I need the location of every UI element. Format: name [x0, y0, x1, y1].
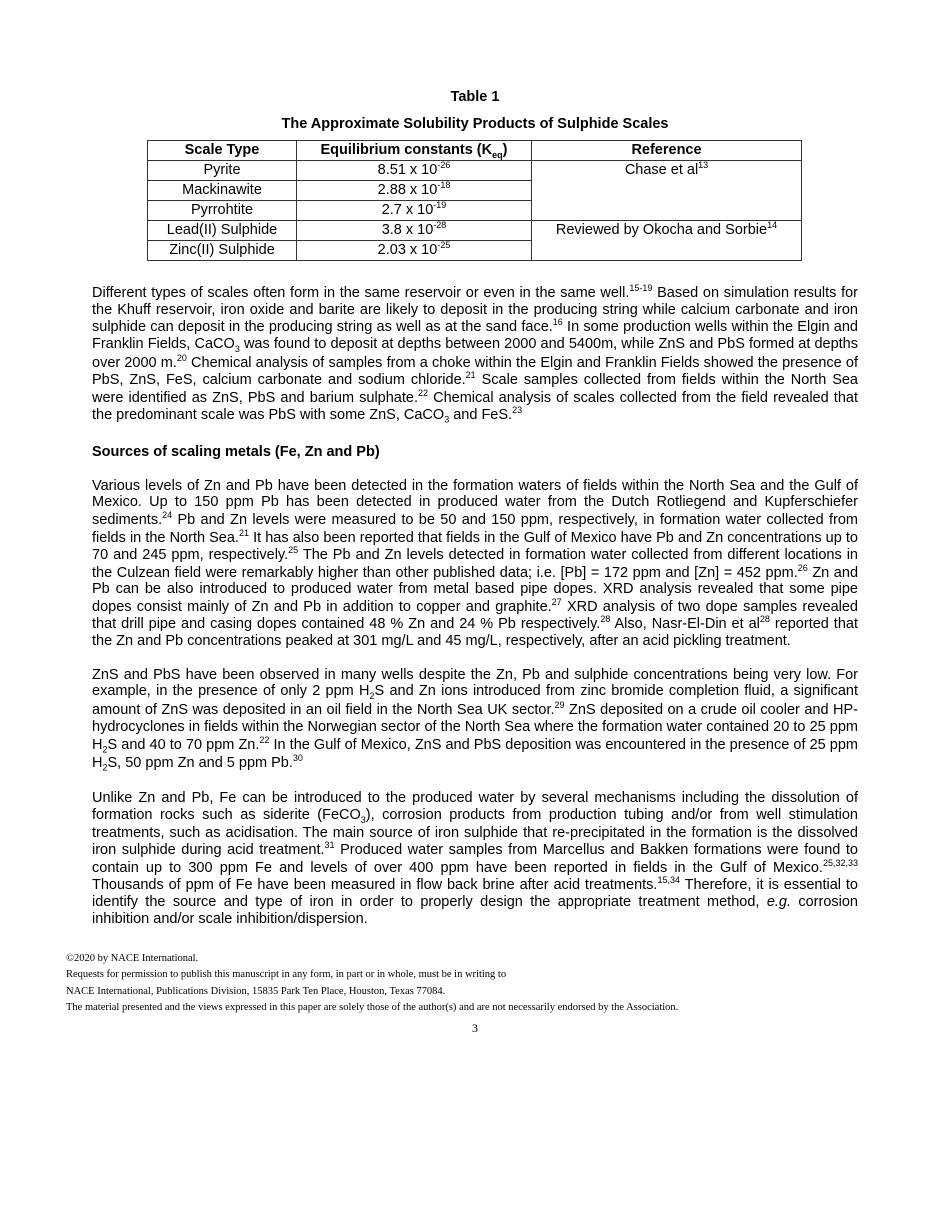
reference-citation: 14: [767, 220, 778, 231]
keq-base: 2.03 x 10: [377, 242, 438, 258]
cell-scale: Mackinawite: [148, 181, 297, 201]
cell-keq: [297, 161, 532, 181]
table-row: [148, 161, 802, 181]
copyright-footer: [66, 951, 950, 1016]
cell-keq: [297, 201, 532, 221]
header-scale-type: Scale Type: [148, 141, 297, 161]
header-keq-sub: eq: [492, 149, 503, 160]
table-title: The Approximate Solubility Products of Sulphide Scales: [281, 116, 669, 132]
text-run: The Pb and Zn levels detected in formation water collected from different locations in the Culzean field were remarkably higher than other published data; i.e. [Pb] = 172 ppm and [Zn] = 452 ppm.: [92, 546, 858, 581]
cell-keq: [297, 181, 532, 201]
text-run: Also, Nasr-El-Din et al: [610, 616, 760, 633]
citation-superscript: 15-19: [629, 283, 653, 293]
subscript: 3: [234, 343, 240, 354]
text-run: S and 40 to 70 ppm Zn.: [107, 736, 260, 753]
citation-superscript: 16: [552, 317, 563, 328]
text-run: S and Zn ions introduced from zinc bromide completion fluid, a significant amount of ZnS was deposited in an oil field in the North Sea UK sector.: [92, 683, 858, 719]
citation-superscript: 15,34: [657, 875, 680, 886]
reference-text: Chase et al: [624, 162, 699, 178]
keq-base: 2.88 x 10: [377, 182, 438, 198]
section-heading: Sources of scaling metals (Fe, Zn and Pb): [92, 443, 380, 460]
keq-exponent: -19: [433, 200, 447, 211]
text-run: XRD analysis of two dope samples revealed that drill pipe and casing dopes contained 48 % Zn and 24 % Pb respectively.: [92, 598, 858, 633]
reference-citation: 13: [698, 160, 709, 171]
subscript: 2: [102, 762, 108, 773]
cell-scale: Pyrite: [148, 161, 297, 181]
keq-exponent: -28: [433, 220, 447, 231]
text-run: Based on simulation results for the Khuff reservoir, iron oxide and barite are likely to deposit in the producing string while calcium carbonate and iron sulphide can deposit in the producing string as well as at the sand face.: [92, 284, 858, 336]
text-run: Different types of scales often form in the same reservoir or even in the same well.: [92, 284, 630, 301]
text-run: reported that the Zn and Pb concentrations peaked at 301 mg/L and 45 mg/L, respectively, after an acid pickling treatment.: [92, 616, 858, 649]
cell-reference: [532, 161, 802, 221]
text-run: Thousands of ppm of Fe have been measured in flow back brine after acid treatments.: [92, 877, 658, 894]
body-paragraph: [92, 790, 858, 927]
text-run: Unlike Zn and Pb, Fe can be introduced to the produced water by several mechanisms including the dissolution of formation rocks such as siderite (FeCO: [92, 789, 858, 823]
reference-text: Reviewed by Okocha and Sorbie: [555, 222, 768, 238]
text-run: Pb and Zn levels were measured to be 50 and 150 ppm, respectively, in formation water collected from fields in the North Sea.: [92, 511, 858, 546]
text-run: Therefore, it is essential to identify the source and type of iron in order to properly design the appropriate treatment method,: [92, 877, 858, 910]
subscript: 2: [102, 744, 108, 755]
keq-base: 8.51 x 10: [377, 162, 438, 178]
body-paragraph: [92, 284, 858, 425]
footer-line: ©2020 by NACE International.: [66, 953, 199, 965]
citation-superscript: 31: [324, 840, 335, 851]
document-page: [92, 88, 858, 927]
text-run: In the Gulf of Mexico, ZnS and PbS deposition was encountered in the presence of 25 ppm H: [92, 736, 858, 772]
header-keq-close: ): [502, 142, 508, 158]
text-run: ), corrosion products from production tubing and/or from well stimulation treatments, such as acidisation. The main source of iron sulphide that re-precipitated in the formation is the dissolved iron sulphide during acid treatment.: [92, 806, 858, 859]
text-run: In some production wells within the Elgin and Franklin Fields, CaCO: [92, 319, 858, 352]
citation-superscript: 28: [759, 614, 770, 625]
subscript: 3: [444, 414, 450, 425]
text-run: Produced water samples from Marcellus and Bakken formations were found to contain up to 300 ppm Fe and levels of over 400 ppm have been reported in fields in the Gulf of Mexico.: [92, 842, 858, 876]
citation-superscript: 24: [162, 510, 173, 521]
citation-superscript: 27: [551, 596, 562, 607]
citation-superscript: 22: [259, 734, 270, 745]
solubility-table: [147, 140, 802, 261]
header-reference: Reference: [532, 141, 802, 161]
italic-text: e.g.: [766, 893, 791, 910]
citation-superscript: 23: [512, 405, 523, 416]
keq-exponent: -18: [437, 180, 451, 191]
cell-scale: Pyrrohtite: [148, 201, 297, 221]
header-keq: [297, 141, 532, 161]
citation-superscript: 25: [288, 545, 299, 556]
text-run: corrosion inhibition and/or scale inhibition/dispersion.: [92, 893, 858, 927]
citation-superscript: 25,32,33: [822, 857, 858, 868]
keq-exponent: -26: [437, 160, 451, 171]
citation-superscript: 20: [176, 352, 187, 363]
body-paragraph: [92, 667, 858, 773]
citation-superscript: 22: [418, 387, 429, 398]
citation-superscript: 30: [292, 753, 303, 764]
subscript: 3: [360, 814, 366, 825]
body-paragraph: [92, 478, 858, 650]
cell-keq: [297, 221, 532, 241]
keq-exponent: -25: [437, 240, 451, 251]
cell-keq: [297, 241, 532, 261]
citation-superscript: 29: [554, 700, 565, 711]
text-run: ZnS and PbS have been observed in many wells despite the Zn, Pb and sulphide concentrations being very low. For example, in the presence of only 2 ppm H: [92, 666, 858, 700]
footer-line: The material presented and the views expressed in this paper are solely those of the author(s) and are not necessarily endorsed by the Association.: [66, 1001, 679, 1013]
footer-line: NACE International, Publications Division, 15835 Park Ten Place, Houston, Texas 77084.: [66, 985, 446, 997]
text-run: S, 50 ppm Zn and 5 ppm Pb.: [107, 755, 293, 772]
text-run: was found to deposit at depths between 2000 and 5400m, while ZnS and PbS formed at depths over 2000 m.: [92, 335, 858, 371]
table-number: Table 1: [450, 89, 500, 105]
page-number: 3: [472, 1021, 478, 1036]
text-run: and FeS.: [449, 407, 513, 424]
citation-superscript: 21: [238, 527, 249, 538]
subscript: 2: [369, 691, 375, 702]
table-header-row: [148, 141, 802, 161]
table-row: [148, 221, 802, 241]
citation-superscript: 21: [465, 370, 476, 381]
keq-base: 3.8 x 10: [381, 222, 434, 238]
citation-superscript: 26: [797, 562, 808, 573]
text-run: Chemical analysis of samples from a choke within the Elgin and Franklin Fields showed the presence of PbS, ZnS, FeS, calcium carbonate and sodium chloride.: [92, 354, 858, 389]
text-run: ZnS deposited on a crude oil cooler and HP-hydrocyclones in fields within the Norwegian sector of the North Sea where the formation water contained 20 to 25 ppm H: [92, 702, 858, 753]
keq-base: 2.7 x 10: [381, 202, 434, 218]
text-run: Various levels of Zn and Pb have been detected in the formation waters of fields within the North Sea and the Gulf of Mexico. Up to 150 ppm Pb has been detected in produced water from the Dutch Rotliegend and Kupferschiefer sediments.: [92, 477, 858, 528]
text-run: Chemical analysis of scales collected from the field revealed that the predominant scale was PbS with some ZnS, CaCO: [92, 389, 858, 424]
text-run: It has also been reported that fields in the Gulf of Mexico have Pb and Zn concentrations up to 70 and 245 ppm, respectively.: [92, 529, 858, 563]
footer-line: Requests for permission to publish this manuscript in any form, in part or in whole, must be in writing to: [66, 969, 507, 981]
header-keq-text: Equilibrium constants (K: [320, 142, 493, 158]
citation-superscript: 28: [600, 614, 611, 625]
text-run: Zn and Pb can be also introduced to produced water from metal based pipe dopes. XRD analysis revealed that some pipe dopes consist mainly of Zn and Pb in addition to copper and graphite.: [92, 564, 859, 615]
text-run: Scale samples collected from fields within the North Sea were identified as ZnS, PbS and barium sulphate.: [92, 372, 858, 406]
cell-scale: Lead(II) Sulphide: [148, 221, 297, 241]
cell-reference: [532, 221, 802, 261]
cell-scale: Zinc(II) Sulphide: [148, 241, 297, 261]
